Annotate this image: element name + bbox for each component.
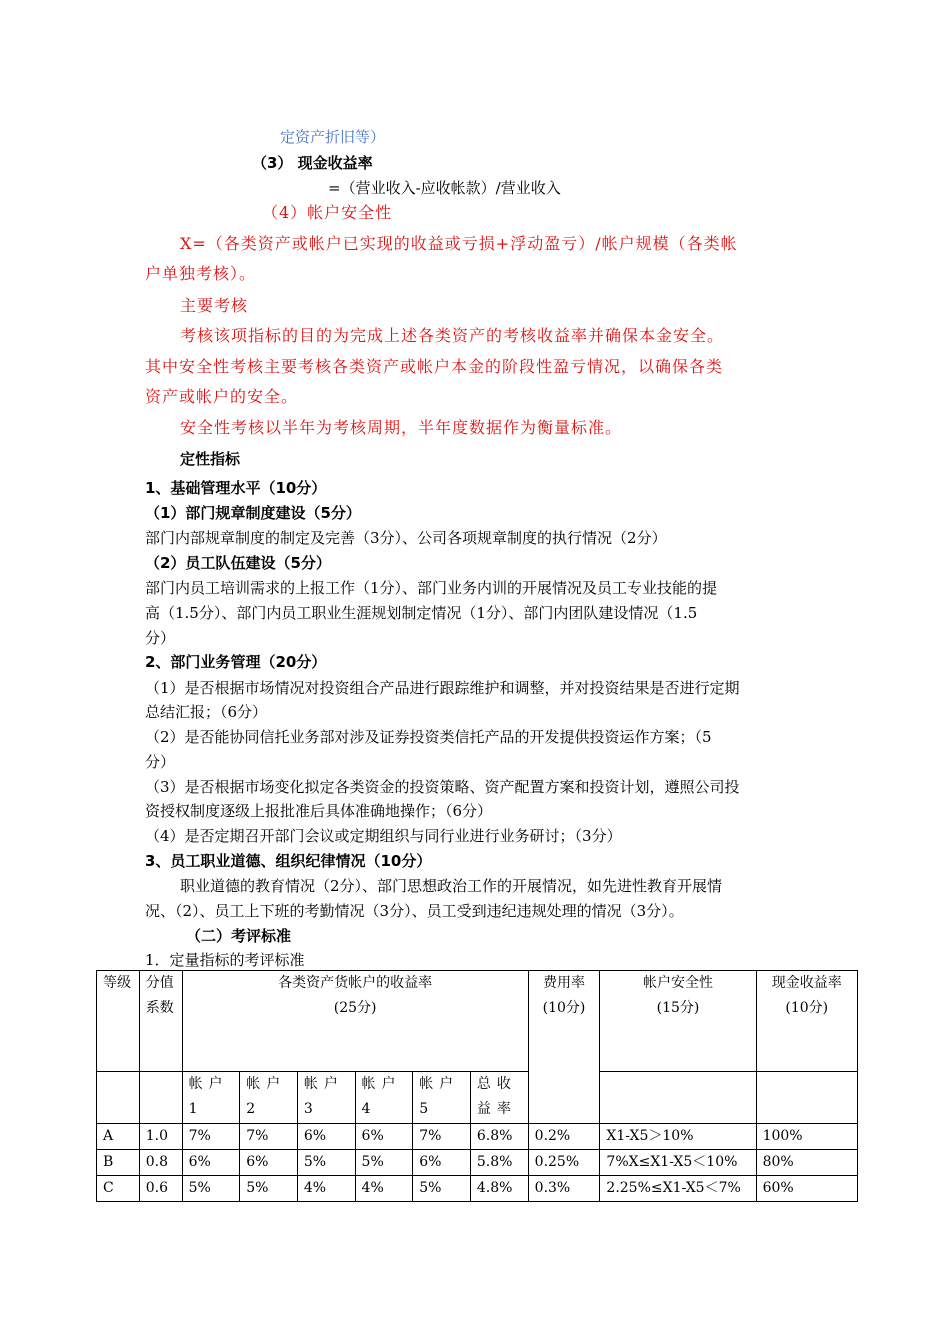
text-line: 总结汇报；（6分） xyxy=(145,703,268,721)
cell-expense: 0.25% xyxy=(528,1150,600,1176)
cell-total-return: 4.8% xyxy=(470,1176,528,1202)
cell-total-return: 6.8% xyxy=(470,1124,528,1150)
cell-cash: 60% xyxy=(756,1176,857,1202)
cell-account-2: 6% xyxy=(240,1150,298,1176)
header-grade: 等级 xyxy=(97,971,140,1072)
table-row xyxy=(97,1176,858,1202)
text-line: 分） xyxy=(145,753,176,771)
text-line: （3）是否根据市场变化拟定各类资金的投资策略、资产配置方案和投资计划，遵照公司投 xyxy=(145,778,740,796)
text-line: 部门内部规章制度的制定及完善（3分）、公司各项规章制度的执行情况（2分） xyxy=(145,529,667,547)
heading-main-assessment: 主要考核 xyxy=(180,296,249,315)
table-row xyxy=(97,1124,858,1150)
cell-safety: 7%X≤X1-X5＜10% xyxy=(600,1150,756,1176)
cell-safety: X1-X5＞10% xyxy=(600,1124,756,1150)
cell-account-4: 6% xyxy=(355,1124,413,1150)
header-safety xyxy=(600,971,756,1072)
text-line: （1）是否根据市场情况对投资组合产品进行跟踪维护和调整，并对投资结果是否进行定期 xyxy=(145,679,740,697)
cell-account-5: 7% xyxy=(413,1124,471,1150)
subheader-blank xyxy=(97,1072,140,1124)
cell-safety: 2.25%≤X1-X5＜7% xyxy=(600,1176,756,1202)
heading-ethics: 3、员工职业道德、组织纪律情况（10分） xyxy=(145,852,432,870)
header-cash-points: (10分) xyxy=(785,1000,829,1016)
text-line: 户单独考核）。 xyxy=(145,264,257,283)
text-line: 部门内员工培训需求的上报工作（1分）、部门业务内训的开展情况及员工专业技能的提 xyxy=(145,579,718,597)
text-line: （4）是否定期召开部门会议或定期组织与同行业进行业务研讨；（3分） xyxy=(145,827,622,845)
text-line: 况、（2）、员工上下班的考勤情况（3分）、员工受到违纪违规处理的情况（3分）。 xyxy=(145,902,684,920)
cell-total-return: 5.8% xyxy=(470,1150,528,1176)
subheader-account-3: 帐户3 xyxy=(297,1072,355,1124)
cell-account-3: 5% xyxy=(297,1150,355,1176)
header-coefficient: 分值系数 xyxy=(139,971,182,1072)
header-return-points: (25分) xyxy=(333,1000,377,1016)
table-subheader-row xyxy=(97,1072,858,1124)
text-line: 分） xyxy=(145,629,176,647)
evaluation-standard-table xyxy=(96,970,858,1202)
cell-account-1: 7% xyxy=(182,1124,240,1150)
cell-account-4: 5% xyxy=(355,1150,413,1176)
text-line: 资授权制度逐级上报批准后具体准确地操作；（6分） xyxy=(145,802,493,820)
heading-business-management: 2、部门业务管理（20分） xyxy=(145,653,327,671)
heading-quant-standard: 1．定量指标的考评标准 xyxy=(145,951,305,969)
heading-qualitative: 定性指标 xyxy=(180,450,241,468)
cell-account-4: 4% xyxy=(355,1176,413,1202)
cell-expense: 0.2% xyxy=(528,1124,600,1150)
cell-account-3: 4% xyxy=(297,1176,355,1202)
text-line: （2）是否能协同信托业务部对涉及证券投资类信托产品的开发提供投资运作方案；（5 xyxy=(145,728,712,746)
heading-basic-management: 1、基础管理水平（10分） xyxy=(145,479,327,497)
cell-grade: A xyxy=(97,1124,140,1150)
heading-account-safety: （4）帐户安全性 xyxy=(262,203,393,222)
text-line: 安全性考核以半年为考核周期，半年度数据作为衡量标准。 xyxy=(180,418,623,437)
subheader-blank xyxy=(600,1072,756,1124)
subheader-total-return: 总收益率 xyxy=(470,1072,528,1124)
header-expense-points: (10分) xyxy=(542,1000,586,1016)
header-expense xyxy=(528,971,600,1124)
table-row xyxy=(97,1150,858,1176)
subheader-blank xyxy=(756,1072,857,1124)
heading-staff: （2）员工队伍建设（5分） xyxy=(145,554,331,572)
heading-cash-return: （3） 现金收益率 xyxy=(252,154,373,172)
cell-account-5: 6% xyxy=(413,1150,471,1176)
cell-coefficient: 1.0 xyxy=(139,1124,182,1150)
header-return xyxy=(182,971,528,1072)
cell-account-2: 7% xyxy=(240,1124,298,1150)
heading-regulations: （1）部门规章制度建设（5分） xyxy=(145,504,361,522)
cell-grade: C xyxy=(97,1176,140,1202)
cell-cash: 100% xyxy=(756,1124,857,1150)
header-safety-label: 帐户安全性 xyxy=(642,975,713,991)
subheader-account-1: 帐户1 xyxy=(182,1072,240,1124)
text-line: 高（1.5分）、部门内员工职业生涯规划制定情况（1分）、部门内团队建设情况（1.5 xyxy=(145,604,698,622)
header-return-label: 各类资产货帐户的收益率 xyxy=(278,975,433,991)
formula-safety: X=（各类资产或帐户已实现的收益或亏损+浮动盈亏）/帐户规模（各类帐 xyxy=(180,234,738,253)
header-expense-label: 费用率 xyxy=(543,975,586,991)
cell-cash: 80% xyxy=(756,1150,857,1176)
formula-cash-return: =（营业收入-应收帐款）/营业收入 xyxy=(328,179,561,197)
subheader-blank xyxy=(139,1072,182,1124)
text-line: 其中安全性考核主要考核各类资产或帐户本金的阶段性盈亏情况，以确保各类 xyxy=(145,357,724,376)
table-header-row xyxy=(97,971,858,1072)
cell-coefficient: 0.6 xyxy=(139,1176,182,1202)
cell-coefficient: 0.8 xyxy=(139,1150,182,1176)
cell-grade: B xyxy=(97,1150,140,1176)
text-line: 考核该项指标的目的为完成上述各类资产的考核收益率并确保本金安全。 xyxy=(180,326,725,345)
text-line: 职业道德的教育情况（2分）、部门思想政治工作的开展情况，如先进性教育开展情 xyxy=(180,877,723,895)
cell-account-3: 6% xyxy=(297,1124,355,1150)
cell-account-1: 5% xyxy=(182,1176,240,1202)
subheader-account-5: 帐户5 xyxy=(413,1072,471,1124)
heading-evaluation-standard: （二）考评标准 xyxy=(186,927,292,945)
subheader-account-2: 帐户2 xyxy=(240,1072,298,1124)
cell-account-5: 5% xyxy=(413,1176,471,1202)
header-cash-label: 现金收益率 xyxy=(771,975,842,991)
header-cash xyxy=(756,971,857,1072)
header-safety-points: (15分) xyxy=(656,1000,700,1016)
subheader-account-4: 帐户4 xyxy=(355,1072,413,1124)
cell-expense: 0.3% xyxy=(528,1176,600,1202)
text-line: 定资产折旧等） xyxy=(280,128,386,146)
text-line: 资产或帐户的安全。 xyxy=(145,387,299,406)
cell-account-2: 5% xyxy=(240,1176,298,1202)
cell-account-1: 6% xyxy=(182,1150,240,1176)
